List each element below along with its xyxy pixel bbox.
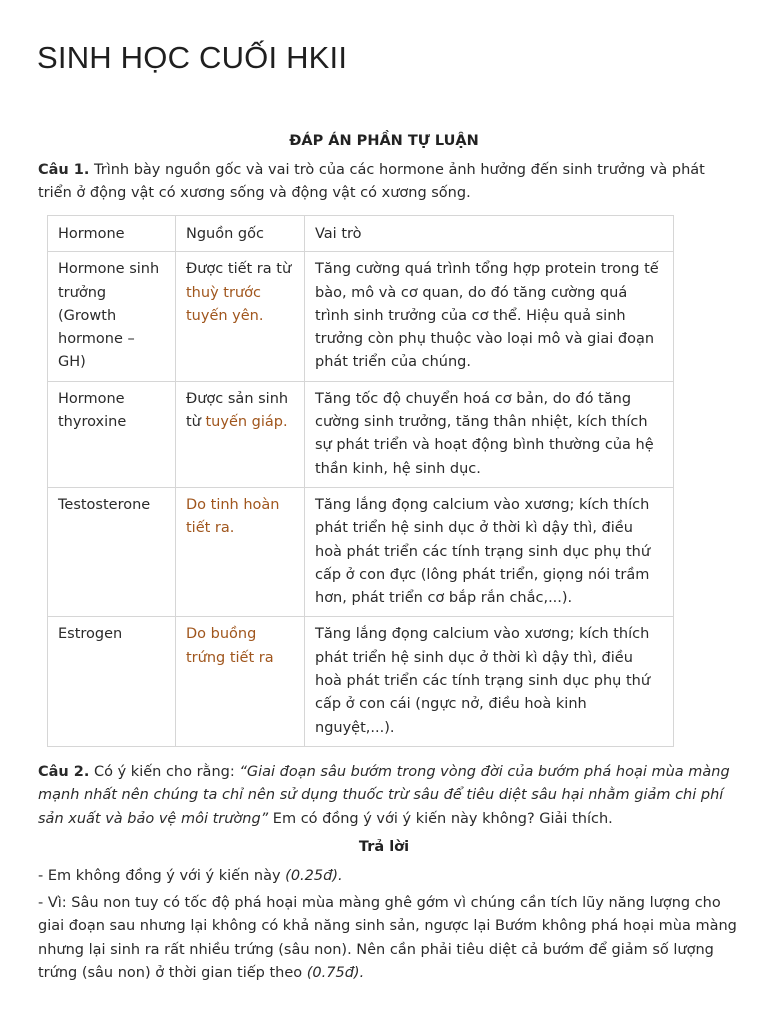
question-1-text: Trình bày nguồn gốc và vai trò của các hormone ảnh hưởng đến sinh trưởng và phát triển ở động vật có xương sống và động vật có xương sống. (38, 162, 705, 202)
cell-hormone: Hormone thyroxine (48, 381, 176, 487)
cell-role: Tăng tốc độ chuyển hoá cơ bản, do đó tăng cường sinh trưởng, tăng thân nhiệt, kích thích sự phát triển và hoạt động bình thường của hệ thần kinh, hệ sinh dục. (305, 381, 674, 487)
cell-hormone: Hormone sinh trưởng (Growth hormone – GH) (48, 252, 176, 381)
origin-text: Được tiết ra từ (186, 261, 292, 278)
cell-role: Tăng cường quá trình tổng hợp protein trong tế bào, mô và cơ quan, do đó tăng cường quá trình sinh trưởng của cơ thể. Hiệu quả sinh trưởng còn phụ thuộc vào loại mô và giai đoạn phát triển của chúng. (305, 252, 674, 381)
table-row (48, 617, 674, 746)
table-row (48, 252, 674, 381)
answer-line-1-score: (0.25đ). (285, 868, 343, 884)
cell-hormone: Testosterone (48, 487, 176, 616)
question-2-intro: Có ý kiến cho rằng: (89, 764, 240, 780)
cell-origin (176, 487, 305, 616)
answer-heading: Trả lời (358, 839, 410, 855)
answer-line-1-text: - Em không đồng ý với ý kiến này (38, 868, 286, 884)
origin-highlight: Do buồng trứng tiết ra (186, 626, 274, 666)
header-origin: Nguồn gốc (176, 216, 305, 252)
cell-origin (176, 252, 305, 381)
question-2 (38, 761, 738, 831)
question-2-question: Em có đồng ý với ý kiến này không? Giải thích. (268, 810, 613, 827)
table-row (48, 487, 674, 616)
question-2-quote: “Giai đoạn sâu bướm trong vòng đời của bướm phá hoại mùa màng mạnh nhất nên chúng ta chỉ nên sử dụng thuốc trừ sâu để tiêu diệt sâu hại nhằm giảm chi phí sản xuất và bảo vệ môi trường” (38, 764, 730, 827)
table-row (48, 381, 674, 487)
question-1 (38, 159, 738, 206)
origin-text: Được sản sinh từ (186, 390, 289, 431)
answer-line-2-score: (0.75đ). (306, 964, 365, 981)
answer-line-1 (38, 865, 738, 888)
answer-line-2 (38, 892, 738, 985)
origin-highlight: thuỳ trước tuyến yên. (186, 284, 264, 324)
question-2-label: Câu 2. (38, 764, 90, 780)
header-role: Vai trò (305, 216, 674, 252)
answer-line-2-text: - Vì: Sâu non tuy có tốc độ phá hoại mùa màng ghê gớm vì chúng cần tích lũy năng lượng cho giai đoạn sau nhưng lại không có khả năng sinh sản, ngược lại Bướm không phá hoại mùa màng nhưng lại sinh ra rất nhiều trứng (sâu non). Nên cần phải tiêu diệt cả bướm để giảm số lượng trứng (sâu non) ở thời gian tiếp theo (38, 895, 737, 981)
section-heading: ĐÁP ÁN PHẦN TỰ LUẬN (289, 133, 479, 149)
cell-origin (176, 381, 305, 487)
cell-hormone: Estrogen (48, 617, 176, 746)
table-header-row (48, 216, 674, 252)
hormone-table (47, 215, 674, 747)
header-hormone: Hormone (48, 216, 176, 252)
origin-highlight: Do tinh hoàn tiết ra. (186, 496, 280, 537)
page-title: SINH HỌC CUỐI HKII (37, 40, 348, 75)
origin-highlight: tuyến giáp. (205, 414, 288, 431)
question-1-label: Câu 1. (38, 162, 90, 178)
cell-origin (176, 617, 305, 746)
cell-role: Tăng lắng đọng calcium vào xương; kích thích phát triển hệ sinh dục ở thời kì dậy thì, điều hoà phát triển các tính trạng sinh dục phụ thứ cấp ở con cái (ngực nở, điều hoà kinh nguyệt,...). (305, 617, 674, 746)
cell-role: Tăng lắng đọng calcium vào xương; kích thích phát triển hệ sinh dục ở thời kì dậy thì, điều hoà phát triển các tính trạng sinh dục phụ thứ cấp ở con đực (lông phát triển, giọng nói trầm hơn, phát triển cơ bắp rắn chắc,...). (305, 487, 674, 616)
